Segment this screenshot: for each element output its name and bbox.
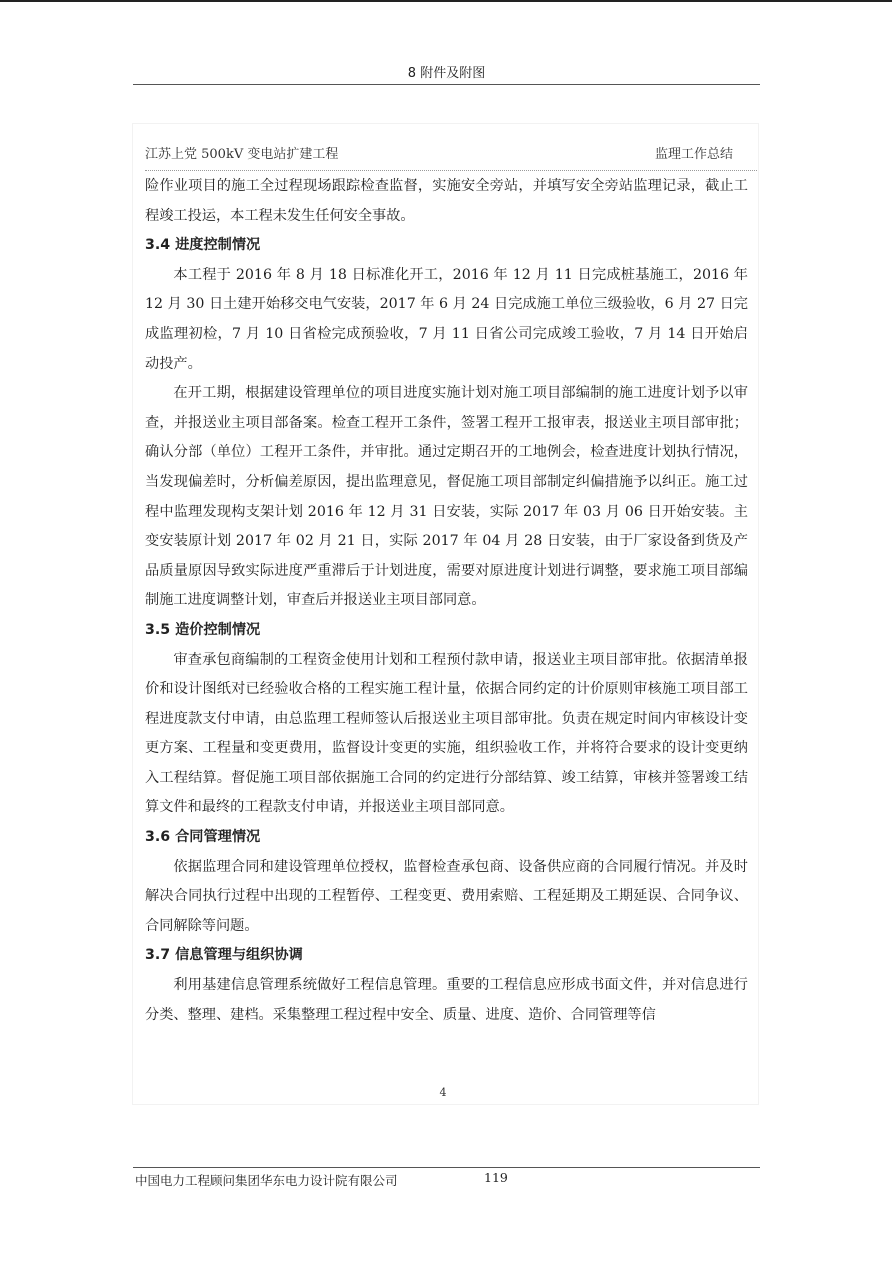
section-3-4-paragraph-2: 在开工期，根据建设管理单位的项目进度实施计划对施工项目部编制的施工进度计划予以审查，并报送业主项目部备案。检查工程开工条件，签署工程开工报审表，报送业主项目部审批；确认分部（单位）工程开工条件，并审批。通过定期召开的工地例会，检查进度计划执行情况，当发现偏差时，分析偏差原因，提出监理意见，督促施工项目部制定纠偏措施予以纠正。施工过程中监理发现构支架计划 2016 年 12 月 31 日安装，实际 2017 年 03 月 06 日开始安装。主变安装原计划 2017 年 02 月 21 日，实际 2017 年 04 月 28 日安装，由于厂家设备到货及产品质量原因导致实际进度严重滞后于计划进度，需要对原进度计划进行调整，要求施工项目部编制施工进度调整计划，审查后并报送业主项目部同意。 xyxy=(145,385,748,609)
section-3-5-paragraph: 审查承包商编制的工程资金使用计划和工程预付款申请，报送业主项目部审批。依据清单报价和设计图纸对已经验收合格的工程实施工程计量，依据合同约定的计价原则审核施工项目部工程进度款支付申请，由总监理工程师签认后报送业主项目部审批。负责在规定时间内审核设计变更方案、工程量和变更费用，监督设计变更的实施，组织验收工作，并将符合要求的设计变更纳入工程结算。督促施工项目部依据施工合同的约定进行分部结算、竣工结算，审核并签署竣工结算文件和最终的工程款支付申请，并报送业主项目部同意。 xyxy=(145,651,748,816)
document-body xyxy=(145,172,748,1030)
section-3-4-paragraph-1: 本工程于 2016 年 8 月 18 日标准化开工，2016 年 12 月 11 日完成桩基施工，2016 年 12 月 30 日土建开始移交电气安装，2017 年 6 月 24 日完成施工单位三级验收，6 月 27 日完成监理初检，7 月 10 日省检完成预验收，7 月 11 日省公司完成竣工验收，7 月 14 日开始启动投产。 xyxy=(145,266,748,372)
top-border xyxy=(0,0,892,2)
inner-header-project: 江苏上党 500kV 变电站扩建工程 xyxy=(145,147,339,162)
footer-page-number: 119 xyxy=(484,1170,508,1185)
section-3-7-paragraph: 利用基建信息管理系统做好工程信息管理。重要的工程信息应形成书面文件，并对信息进行分类、整理、建档。采集整理工程过程中安全、质量、进度、造价、合同管理等信 xyxy=(145,977,748,1023)
section-3-7-heading: 3.7 信息管理与组织协调 xyxy=(145,947,303,964)
inner-header-doc-type: 监理工作总结 xyxy=(654,147,733,162)
footer-rule xyxy=(133,1167,760,1168)
footer-company-name: 中国电力工程顾问集团华东电力设计院有限公司 xyxy=(135,1173,398,1188)
outer-header-rule xyxy=(133,84,760,85)
section-3-4-heading: 3.4 进度控制情况 xyxy=(145,237,261,254)
section-3-5-heading: 3.5 造价控制情况 xyxy=(145,621,261,638)
inner-page-number: 4 xyxy=(439,1086,447,1099)
intro-paragraph: 险作业项目的施工全过程现场跟踪检查监督，实施安全旁站，并填写安全旁站监理记录，截止工程竣工投运，本工程未发生任何安全事故。 xyxy=(145,178,748,224)
outer-header-title: 8 附件及附图 xyxy=(407,66,486,81)
section-3-6-heading: 3.6 合同管理情况 xyxy=(145,829,261,846)
section-3-6-paragraph: 依据监理合同和建设管理单位授权，监督检查承包商、设备供应商的合同履行情况。并及时解决合同执行过程中出现的工程暂停、工程变更、费用索赔、工程延期及工期延误、合同争议、合同解除等问题。 xyxy=(145,858,748,934)
